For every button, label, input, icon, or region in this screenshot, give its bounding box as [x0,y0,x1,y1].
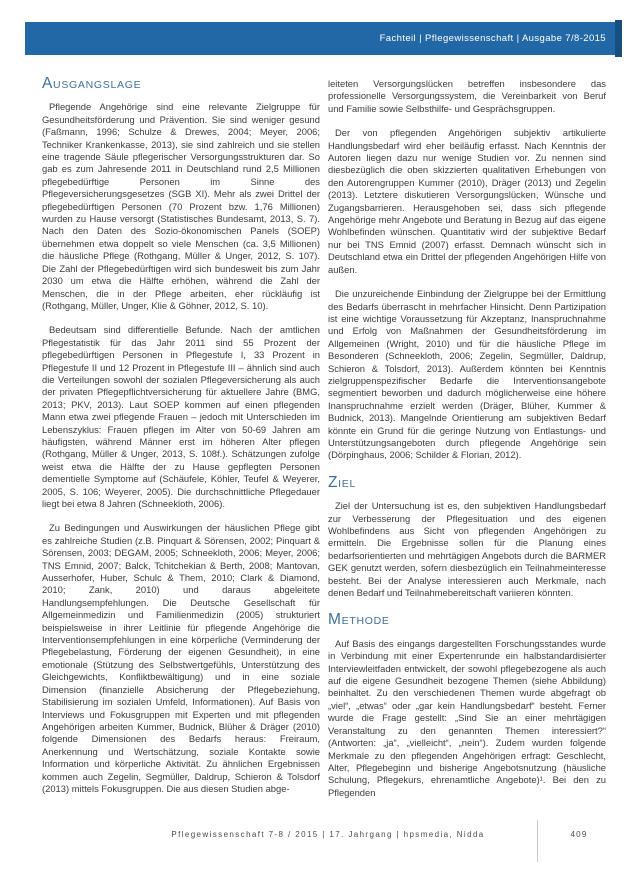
paragraph: Auf Basis des eingangs dargestellten Forschungsstandes wurde in Verbindung mit einer Expertenrunde ein halbstandardisierter Interviewleitfaden entwickelt, der sowohl pflegebezogene als auch auf die eigene Gesundheit bezogene Themen (siehe Abbildung) beinhaltet. Zu den verschiedenen Themen wurde abgefragt ob „viel“, „etwas“ oder „gar kein Handlungsbedarf“ besteht. Ferner wurde die Frage gestellt: „Sind Sie an einer mehrtägigen Veranstaltung zu den genannten Themen interessiert?“ (Antworten: „ja“, „vielleicht“, „nein“). Zudem wurden folgende Merkmale zu den pflegenden Angehörigen erfragt: Geschlecht, Alter, Pflegebeginn und bisherige Angebotsnutzung (häusliche Schulung, Pflegekurs, ehrenamtliche Angebote)¹. Bei den zu Pflegenden [328,637,606,798]
left-column [42,75,320,795]
footer-journal-info: Pflegewissenschaft 7-8 / 2015 | 17. Jahrgang | hpsmedia, Nidda [171,830,485,839]
paragraph: Zu Bedingungen und Auswirkungen der häuslichen Pflege gibt es zahlreiche Studien (z.B. Pinquart & Sörensen, 2002; Pinquart & Sörensen, 2003; DEGAM, 2005; Schneekloth, 2006; Meyer, 2006; TNS Emnid, 2007; Balck, Tchitchekian & Berth, 2008; Mantovan, Ausserhofer, Huber, Schulc & Them, 2010; Clark & Diamond, 2010; Zank, 2010) und daraus abgeleitete Handlungsempfehlungen. Die Deutsche Gesellschaft für Allgemeinmedizin und Familienmedizin (2005) strukturiert beispielsweise in ihrer Leitlinie für pflegende Angehörige die Interventionsempfehlungen in eine körperliche (Verminderung der Pflegebelastung, Förderung der eigenen Gesundheit), in eine emotionale (Stützung des Selbstwertgefühls, Unterstützung des Gleichgewichts, Konfliktbewältigung) und in eine soziale Dimension (finanzielle Absicherung der Pflegebeziehung, Stabilisierung im sozialen Umfeld, Informationen). Auf Basis von Interviews und Fokusgruppen mit Experten und mit pflegenden Angehörigen arbeiten Kummer, Budnick, Blüher & Dräger (2010) folgende Dimensionen des Bedarfs heraus: Freiraum, Anerkennung und Wertschätzung, soziale Kontakte sowie Information und körperliche Aktivität. Zu ähnlichen Ergebnissen kommen auch Zegelin, Segmüller, Daldrup, Schieron & Tolsdorf (2013) mittels Fokusgruppen. Die aus diesen Studien abge- [42,522,320,794]
footer-page-number: 409 [570,830,588,839]
footer-divider [537,820,538,862]
section-heading-methode: METHODE [328,611,390,629]
section-heading-ausgangslage: AUSGANGSLAGE [42,75,142,92]
paragraph-continuation: leiteten Versorgungslücken betreffen insbesondere das professionelle Versorgungssystem, die Vereinbarkeit von Beruf und Familie sowie Selbsthilfe- und Gesprächsgruppen. [328,78,606,114]
header-issue-label: Fachteil | Pflegewissenschaft | Ausgabe 7/8-2015 [379,33,606,44]
paragraph: Die unzureichende Einbindung der Zielgruppe bei der Ermittlung des Bedarfs überrascht in mehrfacher Hinsicht. Denn Partizipation ist eine wichtige Voraussetzung für Akzeptanz, Inanspruchnahme und Erfolg von Maßnahmen der Gesundheitsförderung im Allgemeinen (Wright, 2010) und für die häusliche Pflege im Besonderen (Schneekloth, 2006; Zegelin, Segmüller, Daldrup, Schieron & Tolsdorf, 2013). Außerdem könnten bei Kenntnis zielgruppenspezifischer Bedarfe die Interventionsangebote segmentiert beworben und dadurch möglicherweise eine höhere Inanspruchnahme erzielt werden (Dräger, Blüher, Kummer & Budnick, 2013). Mangelnde Orientierung am subjektiven Bedarf könnte ein Grund für die geringe Nutzung von Entlastungs- und Unterstützungsangeboten durch pflegende Angehörige sein (Dörpinghaus, 2006; Schilder & Florian, 2012). [328,288,606,461]
paragraph: Pflegende Angehörige sind eine relevante Zielgruppe für Gesundheitsförderung und Prävention. Sie sind weniger gesund (Faßmann, 1996; Schulze & Drewes, 2004; Meyer, 2006; Techniker Krankenkasse, 2013), sie sind zahlreich und sie stellen eine tragende Säule pflegerischer Versorgungsstrukturen dar. So gab es zum Jahresende 2011 in Deutschland rund 2,5 Millionen pflegebedürftige Personen im Sinne des Pflegeversicherungsgesetzes (SGB XI). Mehr als zwei Drittel der pflegebedürftigen Personen (70 Prozent bzw. 1,76 Millionen) wurden zu Hause versorgt (Statistisches Bundesamt, 2013, S. 7). Nach den Daten des Sozio-ökonomischen Panels (SOEP) übernehmen etwa doppelt so viele Menschen (ca. 3,5 Millionen) die häusliche Pflege (Rothgang, Müller & Unger, 2012, S. 107). Die Zahl der Pflegebedürftigen wird sich bundesweit bis zum Jahr 2030 um etwa die Hälfte erhöhen, während die Zahl der Menschen, die in der Pflege arbeiten, eher rückläufig ist (Rothgang, Müller, Unger, Klie & Göhner, 2012, S. 10). [42,101,320,311]
paragraph: Ziel der Untersuchung ist es, den subjektiven Handlungsbedarf zur Verbesserung der Pflegesituation und des eigenen Wohlbefindens aus Sicht von pflegenden Angehörigen zu ermitteln. Die Ergebnisse sollen für die Planung eines bedarfsorientierten und mehrtägigen Angebots durch die BARMER GEK genutzt werden, sofern diesbezüglich ein Teilnahmeinteresse besteht. Bei der Analyse interessieren auch Merkmale, nach denen Bedarf und Teilnahmebereitschaft variieren könnten. [328,500,606,599]
paragraph: Der von pflegenden Angehörigen subjektiv artikulierte Handlungsbedarf wird eher beiläufig erfasst. Nach Kenntnis der Autoren liegen dazu nur wenige Studien vor. Zu nennen sind diesbezüglich die oben skizzierten qualitativen Erhebungen von den Autorengruppen Kummer (2010), Dräger (2013) und Zegelin (2013). Letztere diskutieren Versorgungslücken, Wünsche und Zugangsbarrieren. Herausgehoben sei, dass sich pflegende Angehörige mehr Angebote und Beratung in Bezug auf das eigene Wohlbefinden wünschen. Quantitativ wird der subjektive Bedarf nur bei TNS Emnid (2007) erfasst. Demnach wünscht sich in Deutschland etwa ein Drittel der pflegenden Angehörigen Hilfe von außen. [328,127,606,275]
header-bar [25,22,622,55]
header-bar-edge [615,20,622,57]
right-column [328,78,606,799]
section-heading-ziel: ZIEL [328,473,357,491]
paragraph: Bedeutsam sind differentielle Befunde. Nach der amtlichen Pflegestatistik für das Jahr 2011 sind 55 Prozent der pflegebedürftigen Personen in Pflegestufe I, 33 Prozent in Pflegestufe II und 12 Prozent in Pflegestufe III – ähnlich sind auch die Verteilungen sowohl der sozialen Pflegeversicherung als auch der privaten Pflegepflichtversicherung für aktuellere Jahre (BMG, 2013; PKV, 2013). Laut SOEP kommen auf einen pflegenden Mann etwa zwei pflegende Frauen – jedoch mit Unterschieden im Lebenszyklus: Frauen pflegen im Alter von 50-69 Jahren am häufigsten, während Männer erst im höheren Alter pflegen (Rothgang, Müller & Unger, 2013, S. 108f.). Schätzungen zufolge weist etwa die Hälfte der zu Hause gepflegten Personen dementielle Symptome auf (Schäufele, Köhler, Teufel & Weyerer, 2005, S. 106; Weyerer, 2005). Die durchschnittliche Pflegedauer liegt bei etwa 8 Jahren (Schneekloth, 2006). [42,324,320,509]
